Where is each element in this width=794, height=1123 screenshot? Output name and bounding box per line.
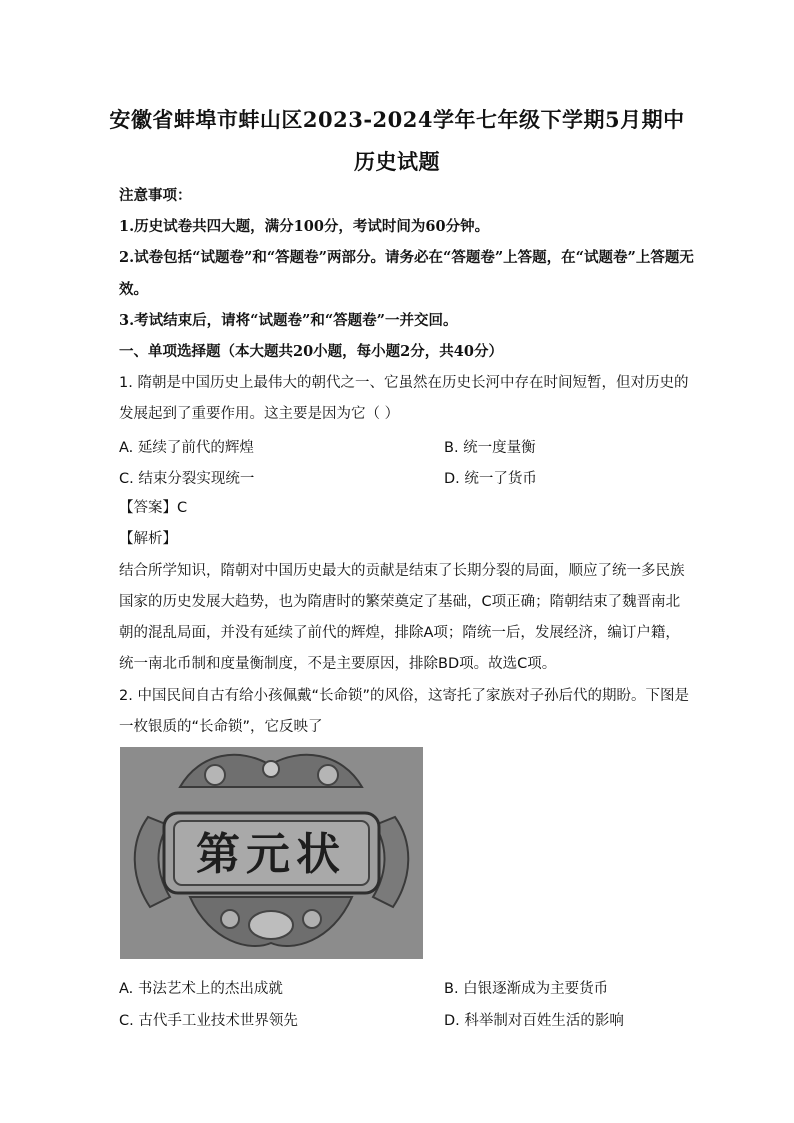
exam-title-line1: 安徽省蚌埠市蚌山区2023-2024学年七年级下学期5月期中 [109, 107, 685, 132]
question-1-analysis-line3: 朝的混乱局面，并没有延续了前代的辉煌，排除A项；隋统一后，发展经济，编订户籍， [119, 625, 680, 641]
notes-item-2-line2: 效。 [119, 281, 148, 298]
question-1-line1: 1. 隋朝是中国历史上最伟大的朝代之一、它虽然在历史长河中存在时间短暂，但对历史的 [119, 375, 689, 391]
longevity-lock-image [120, 747, 423, 959]
question-1-option-a: A. 延续了前代的辉煌 [119, 440, 254, 456]
notes-item-1: 1.历史试卷共四大题，满分100分，考试时间为60分钟。 [119, 218, 490, 235]
lock-inscription: 第元状 [196, 829, 346, 880]
question-1-option-d: D. 统一了货币 [444, 471, 537, 487]
question-1-answer: 【答案】C [119, 500, 188, 516]
section-heading: 一、单项选择题（本大题共20小题，每小题2分，共40分） [119, 343, 503, 360]
notes-item-2-line1: 2.试卷包括“试题卷”和“答题卷”两部分。请务必在“答题卷”上答题，在“试题卷”上答题无 [119, 249, 694, 266]
question-1-line2: 发展起到了重要作用。这主要是因为它（ ） [119, 406, 400, 422]
question-2-line2: 一枚银质的“长命锁”，它反映了 [119, 719, 323, 735]
question-2-option-b: B. 白银逐渐成为主要货币 [444, 981, 609, 997]
question-2-option-c: C. 古代手工业技术世界领先 [119, 1013, 298, 1029]
notes-item-3: 3.考试结束后，请将“试题卷”和“答题卷”一并交回。 [119, 312, 458, 329]
question-2-option-a: A. 书法艺术上的杰出成就 [119, 981, 283, 997]
question-1-analysis-line2: 国家的历史发展大趋势，也为隋唐时的繁荣奠定了基础，C项正确；隋朝结束了魏晋南北 [119, 594, 681, 610]
notes-heading: 注意事项： [119, 187, 192, 204]
question-1-option-b: B. 统一度量衡 [444, 440, 536, 456]
question-1-option-c: C. 结束分裂实现统一 [119, 471, 255, 487]
question-2-line1: 2. 中国民间自古有给小孩佩戴“长命锁”的风俗，这寄托了家族对子孙后代的期盼。下图是 [119, 688, 689, 704]
question-1-analysis-line4: 统一南北币制和度量衡制度，不是主要原因，排除BD项。故选C项。 [119, 656, 557, 672]
question-1-analysis-label: 【解析】 [119, 531, 177, 547]
question-1-analysis-line1: 结合所学知识，隋朝对中国历史最大的贡献是结束了长期分裂的局面，顺应了统一多民族 [119, 563, 685, 579]
exam-title-line2: 历史试题 [354, 149, 440, 174]
question-2-option-d: D. 科举制对百姓生活的影响 [444, 1013, 624, 1029]
